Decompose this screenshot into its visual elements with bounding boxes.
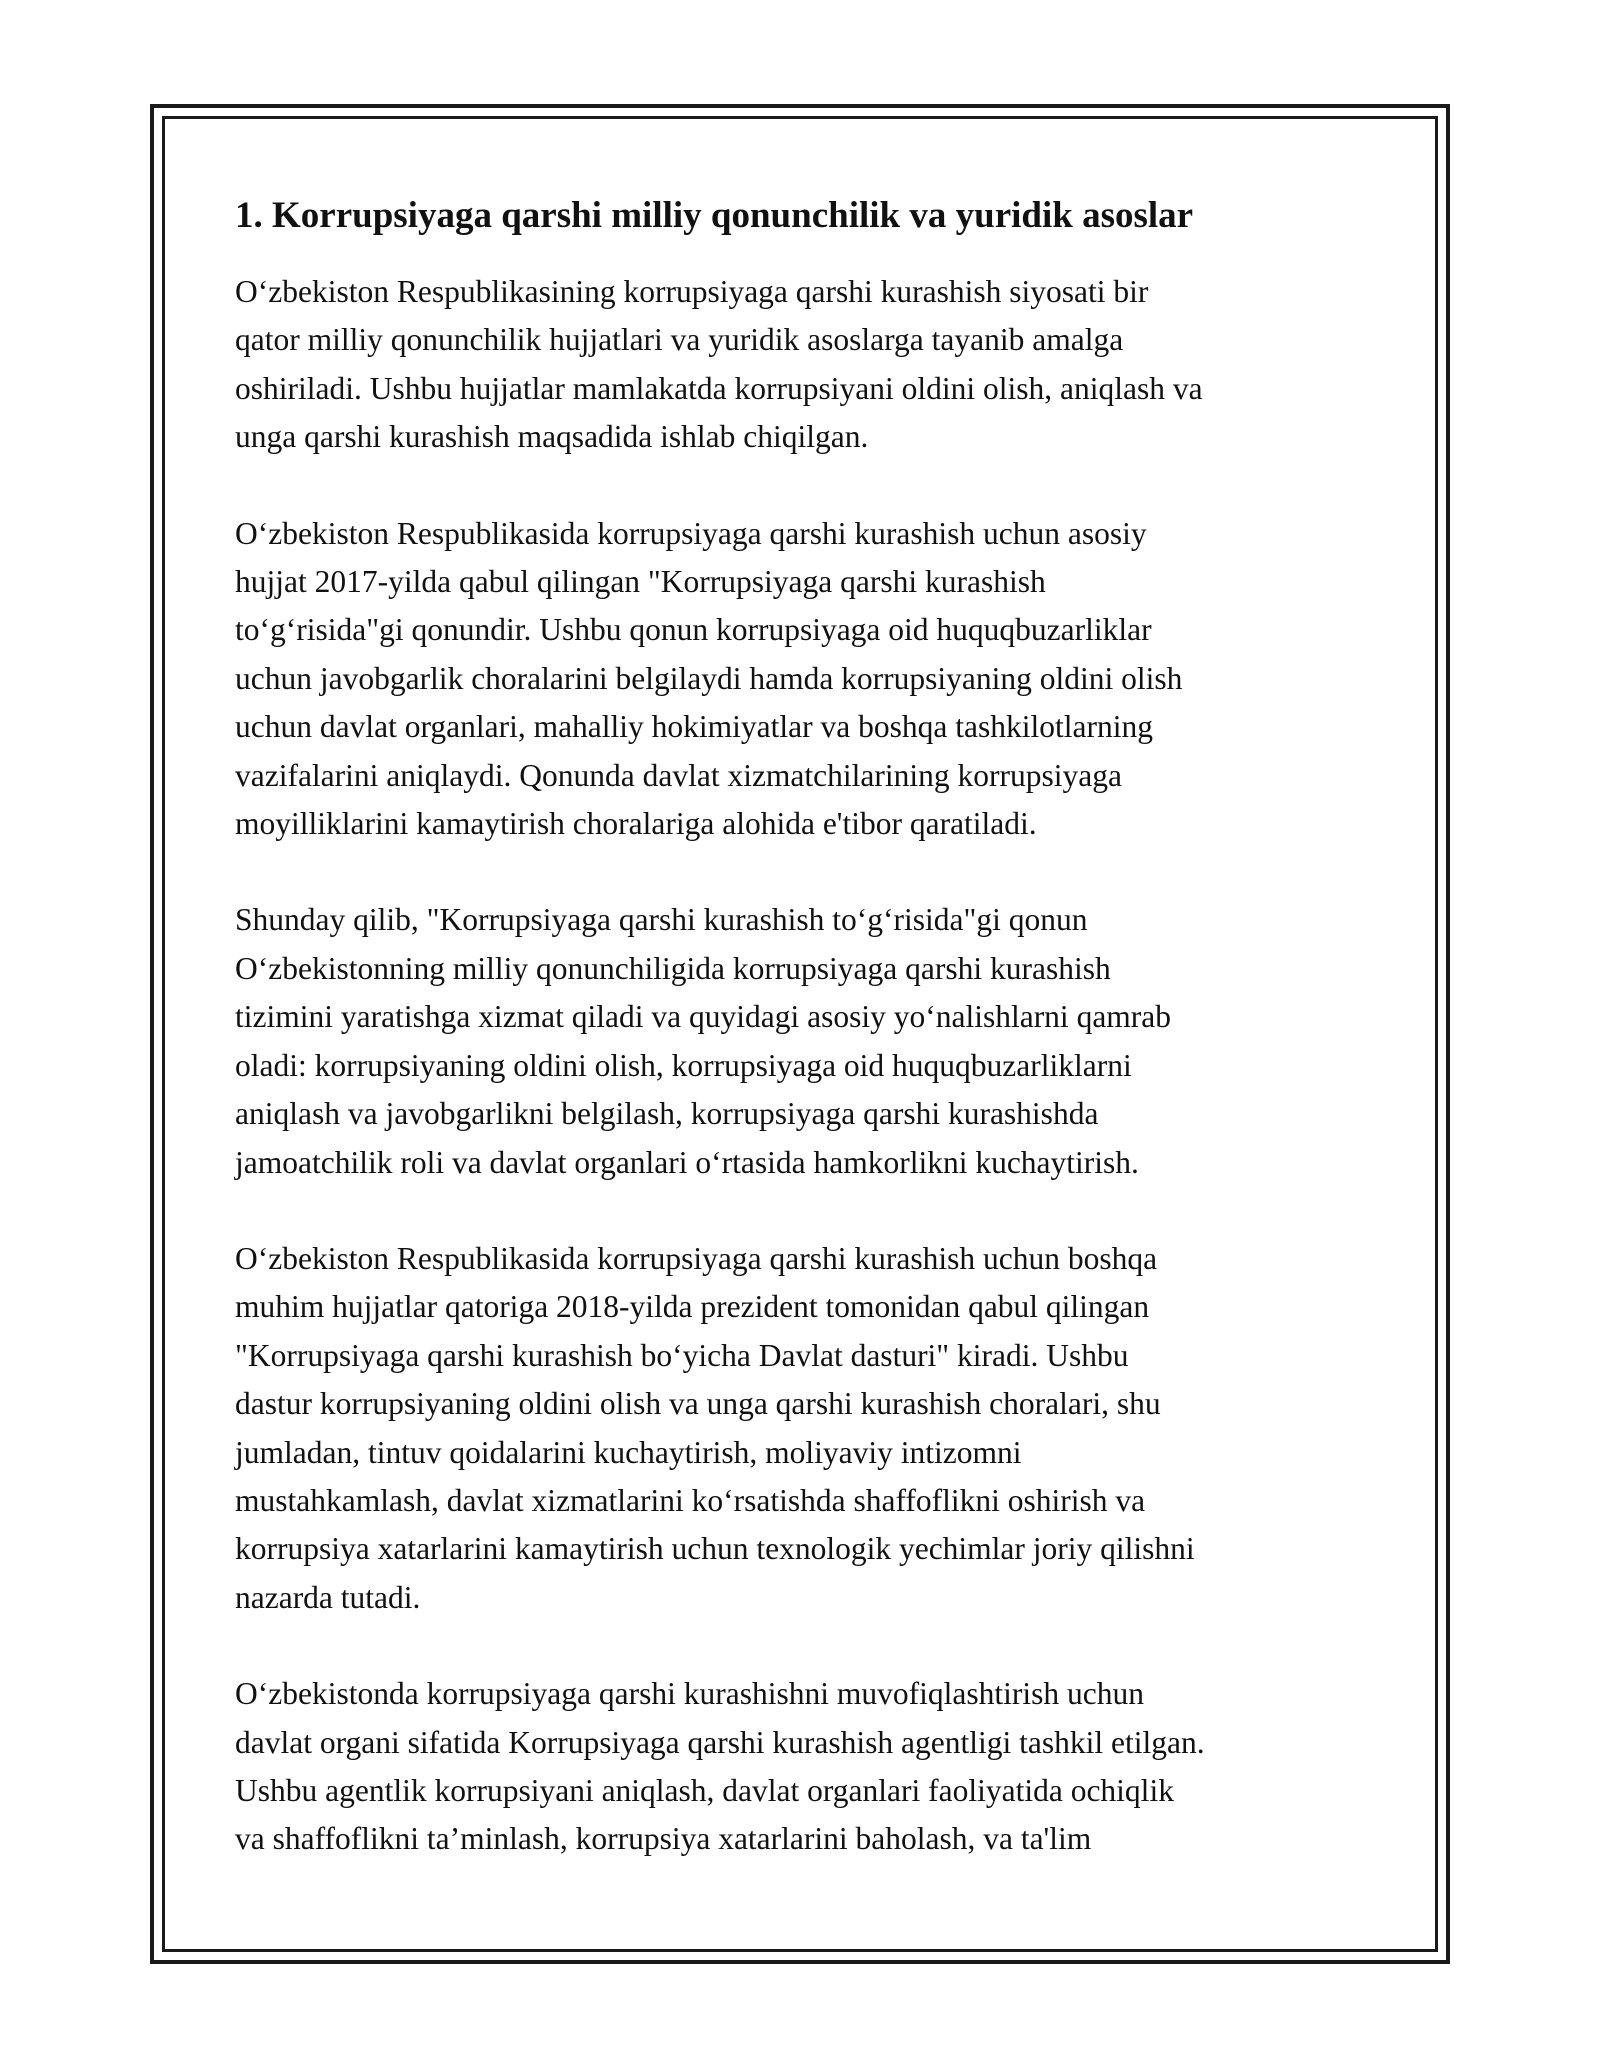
paragraph-line: qator milliy qonunchilik hujjatlari va yuridik asoslarga tayanib amalga [235,322,1124,358]
paragraph-line: va shaffoflikni ta’minlash, korrupsiya xatarlarini baholash, va ta'lim [235,1821,1092,1857]
paragraph-line: oshiriladi. Ushbu hujjatlar mamlakatda korrupsiyani oldini olish, aniqlash va [235,370,1203,406]
paragraph [235,1670,1375,1864]
paragraph-line: hujjat 2017-yilda qabul qilingan "Korrupsiyaga qarshi kurashish [235,564,1046,600]
paragraph-line: jumladan, tintuv qoidalarini kuchaytirish, moliyaviy intizomni [235,1434,1022,1470]
paragraph-line: Ushbu agentlik korrupsiyani aniqlash, davlat organlari faoliyatida ochiqlik [235,1772,1174,1808]
paragraph-line: tizimini yaratishga xizmat qiladi va quyidagi asosiy yo‘nalishlarni qamrab [235,999,1172,1035]
paragraph-line: aniqlash va javobgarlikni belgilash, korrupsiyaga qarshi kurashishda [235,1096,1099,1132]
paragraph [235,1235,1375,1622]
paragraph-line: unga qarshi kurashish maqsadida ishlab chiqilgan. [235,419,869,455]
paragraph-line: uchun davlat organlari, mahalliy hokimiyatlar va boshqa tashkilotlarning [235,709,1153,745]
paragraph-line: O‘zbekistonning milliy qonunchiligida korrupsiyaga qarshi kurashish [235,950,1111,986]
paragraph-line: vazifalarini aniqlaydi. Qonunda davlat xizmatchilarining korrupsiyaga [235,757,1122,793]
paragraph-line: muhim hujjatlar qatoriga 2018-yilda prezident tomonidan qabul qilingan [235,1289,1150,1325]
paragraph-line: O‘zbekiston Respublikasida korrupsiyaga qarshi kurashish uchun asosiy [235,515,1147,551]
paragraph-line: korrupsiya xatarlarini kamaytirish uchun texnologik yechimlar joriy qilishni [235,1531,1195,1567]
paragraph-line: nazarda tutadi. [235,1579,421,1615]
paragraph-line: oladi: korrupsiyaning oldini olish, korrupsiyaga oid huquqbuzarliklarni [235,1047,1132,1083]
paragraph-line: davlat organi sifatida Korrupsiyaga qarshi kurashish agentligi tashkil etilgan. [235,1724,1205,1760]
paragraph-line: O‘zbekistonda korrupsiyaga qarshi kurashishni muvofiqlashtirish uchun [235,1676,1144,1712]
paragraph-line: uchun javobgarlik choralarini belgilaydi hamda korrupsiyaning oldini olish [235,660,1183,696]
paragraph-line: to‘g‘risida"gi qonundir. Ushbu qonun korrupsiyaga oid huquqbuzarliklar [235,612,1152,648]
paragraph [235,510,1375,849]
paragraph-line: O‘zbekiston Respublikasida korrupsiyaga qarshi kurashish uchun boshqa [235,1240,1158,1276]
paragraph-line: dastur korrupsiyaning oldini olish va unga qarshi kurashish choralari, shu [235,1386,1161,1422]
paragraph-line: mustahkamlash, davlat xizmatlarini ko‘rsatishda shaffoflikni oshirish va [235,1482,1146,1518]
paragraph-line: O‘zbekiston Respublikasining korrupsiyaga qarshi kurashish siyosati bir [235,274,1149,309]
paragraphs-container [235,268,1375,1864]
paragraph [235,896,1375,1186]
paragraph-line: "Korrupsiyaga qarshi kurashish bo‘yicha Davlat dasturi" kiradi. Ushbu [235,1337,1129,1373]
paragraph-line: Shunday qilib, "Korrupsiyaga qarshi kurashish to‘g‘risida"gi qonun [235,902,1088,938]
paragraph-line: moyilliklarini kamaytirish choralariga alohida e'tibor qaratiladi. [235,806,1037,842]
paragraph-line: jamoatchilik roli va davlat organlari o‘rtasida hamkorlikni kuchaytirish. [235,1144,1139,1180]
section-heading: 1. Korrupsiyaga qarshi milliy qonunchilik va yuridik asoslar [235,195,1194,236]
document-body [235,192,1375,1912]
paragraph [235,268,1375,462]
